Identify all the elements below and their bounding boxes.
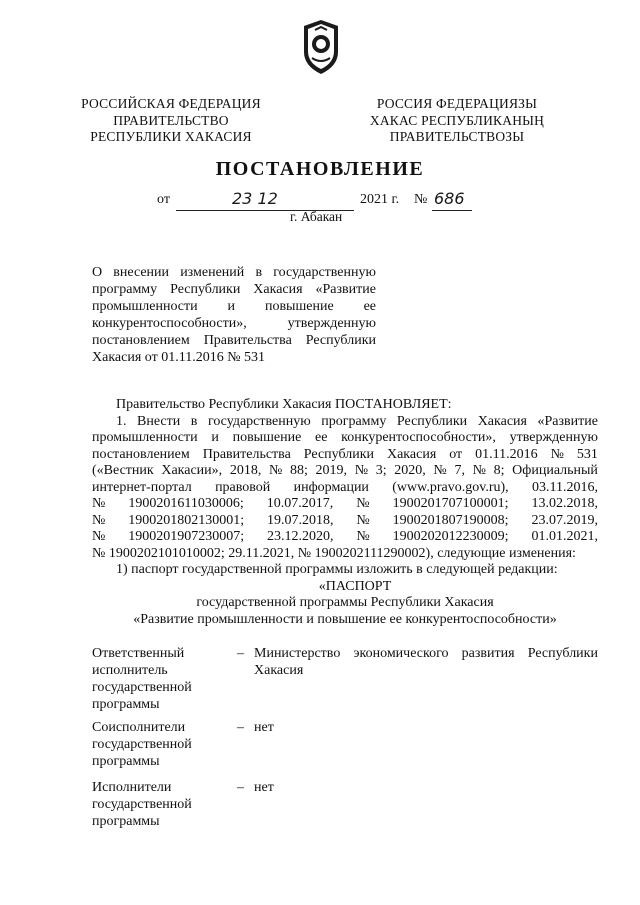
body-word: 1. xyxy=(116,413,127,429)
body-word: «Развитие xyxy=(537,413,598,429)
body-line xyxy=(92,529,598,546)
row-label-line: программы xyxy=(92,814,160,829)
value-word: Министерство xyxy=(254,646,341,661)
opening-line: Правительство Республики Хакасия ПОСТАНОВЛЯЕТ: xyxy=(116,397,452,412)
subject-block xyxy=(92,264,376,366)
body-word: от xyxy=(449,446,463,462)
value-word: экономического xyxy=(353,646,449,661)
point1-first-line xyxy=(92,414,598,431)
subject-word: изменений xyxy=(180,265,245,280)
body-word: Республики xyxy=(303,446,375,462)
body-word: 23.12.2020, xyxy=(267,529,334,544)
body-word: № xyxy=(356,512,370,528)
header-left-line: РОССИЙСКАЯ ФЕДЕРАЦИЯ xyxy=(81,96,261,111)
body-word: 531 xyxy=(576,446,598,462)
body-word: 03.11.2016, xyxy=(531,479,598,495)
body-word: 23.07.2019, xyxy=(531,512,598,528)
passport-subheading: государственной программы Республики Хакасия xyxy=(196,595,494,610)
subject-word: конкурентоспособности», xyxy=(92,316,247,331)
body-word: программу xyxy=(321,413,387,429)
value-word: Республики xyxy=(527,646,598,661)
body-word: (www.pravo.gov.ru), xyxy=(392,479,509,495)
header-right-line: ХАКАС РЕСПУБЛИКАНЫҢ xyxy=(369,112,545,128)
number-underline xyxy=(432,210,472,211)
row-value xyxy=(254,779,598,796)
row-label xyxy=(92,645,222,713)
subject-word: утвержденную xyxy=(287,316,376,331)
handwritten-number: 686 xyxy=(434,189,465,208)
header-khakas xyxy=(357,96,557,146)
body-word: Хакасия xyxy=(477,413,527,429)
body-word: Правительства xyxy=(202,446,291,462)
passport-heading: «ПАСПОРТ xyxy=(318,578,392,594)
body-word: 2019, xyxy=(315,463,348,478)
date-year: 2021 г. xyxy=(360,192,400,207)
body-word: 8; xyxy=(493,463,505,478)
body-word: 1900201802130001; xyxy=(128,512,245,528)
subject-word: ее xyxy=(363,299,376,314)
body-word: № xyxy=(550,446,564,462)
subject-line-last: Хакасия от 01.11.2016 № 531 xyxy=(92,350,266,365)
subject-line xyxy=(92,315,376,332)
row-label-line: государственной xyxy=(92,680,192,695)
row-label-line: программы xyxy=(92,697,160,712)
body-word: № xyxy=(472,463,486,478)
subject-line xyxy=(92,281,376,298)
body-word: в xyxy=(190,413,198,429)
body-word: № xyxy=(354,463,369,478)
subject-word: Республики xyxy=(305,333,376,348)
body-word: 7, xyxy=(454,463,465,478)
body-word: повышение xyxy=(232,430,302,445)
subject-line xyxy=(92,332,376,349)
header-right-line: РОССИЯ ФЕДЕРАЦИЯЗЫ xyxy=(376,96,538,111)
header-left-line: ПРАВИТЕЛЬСТВО xyxy=(113,112,229,128)
row-label-line: государственной xyxy=(92,797,192,812)
subject-word: Республики xyxy=(170,282,241,297)
body-word: № xyxy=(356,496,370,511)
body-word: («Вестник xyxy=(92,463,154,478)
row-dash: – xyxy=(237,720,244,735)
row-value-last: Хакасия xyxy=(254,663,304,678)
body-word: 2020, xyxy=(394,463,426,478)
date-from-label: от xyxy=(157,192,170,207)
body-word: № xyxy=(92,529,106,544)
row-label xyxy=(92,779,222,830)
body-word: 1900201611030006; xyxy=(128,496,244,511)
row-label-line: Ответственный xyxy=(92,646,185,661)
body-word: постановлением xyxy=(92,446,190,462)
subject-line xyxy=(92,264,376,281)
body-line xyxy=(92,463,598,480)
body-line xyxy=(92,480,598,497)
body-word: Хакасии», xyxy=(161,463,223,478)
value-word: развития xyxy=(461,646,515,661)
row-value xyxy=(254,719,598,736)
passport-row-executors xyxy=(92,779,598,833)
body-word: 01.01.2021, xyxy=(531,529,598,544)
body-word: 2018, xyxy=(229,463,262,478)
body-word: и xyxy=(211,430,219,445)
body-word: 3; xyxy=(375,463,387,478)
passport-row-responsible xyxy=(92,645,598,717)
subject-line xyxy=(92,298,376,315)
row-dash: – xyxy=(237,780,244,795)
body-word: интернет-портал xyxy=(92,479,192,495)
row-label-line: программы xyxy=(92,754,160,769)
body-word: № xyxy=(356,529,370,544)
body-word: 13.02.2018, xyxy=(531,496,598,511)
body-word: 88; xyxy=(290,463,308,478)
body-line xyxy=(92,447,598,464)
row-label xyxy=(92,719,222,770)
body-word: правовой xyxy=(215,479,271,495)
row-label-line: государственной xyxy=(92,737,192,752)
body-word: информации xyxy=(293,479,369,495)
body-line xyxy=(92,430,598,447)
row-label-line: Соисполнители xyxy=(92,720,186,735)
subject-word: промышленности xyxy=(92,299,198,314)
header-right-line: ПРАВИТЕЛЬСТВОЗЫ xyxy=(389,129,525,144)
body-word: Официальный xyxy=(512,463,598,478)
body-word: ее xyxy=(315,430,328,445)
body-line xyxy=(92,496,598,513)
body-word: государственную xyxy=(207,413,311,429)
body-word: № xyxy=(433,463,447,478)
row-value-last: нет xyxy=(254,780,274,795)
body-word: конкурентоспособности», xyxy=(341,430,496,445)
subject-word: «Развитие xyxy=(315,282,376,297)
body-word: № xyxy=(268,463,283,478)
body-word: Республики xyxy=(396,413,468,429)
subject-word: О xyxy=(92,265,103,280)
body-word: № xyxy=(92,496,106,511)
subject-word: внесении xyxy=(113,265,170,280)
header-russian xyxy=(70,96,272,146)
row-value-line xyxy=(254,645,598,662)
subject-word: и xyxy=(227,299,236,314)
body-word: № xyxy=(92,512,106,528)
row-dash: – xyxy=(237,646,244,661)
number-label: № xyxy=(414,192,428,207)
document-title: ПОСТАНОВЛЕНИЕ xyxy=(215,158,425,180)
body-word: 01.11.2016 xyxy=(475,446,538,462)
body-word: Хакасия xyxy=(386,446,437,462)
body-word: 1900201807190008; xyxy=(392,512,509,528)
body-word: промышленности xyxy=(92,430,198,445)
body-word: 19.07.2018, xyxy=(267,512,334,528)
body-word: 1900202012230009; xyxy=(392,529,509,544)
city: г. Абакан xyxy=(290,209,343,224)
subject-word: Правительства xyxy=(203,333,292,348)
body-word: 1900201707100001; xyxy=(392,496,509,511)
passport-row-coexecutors xyxy=(92,719,598,773)
subject-word: программу xyxy=(92,282,158,297)
subject-word: повышение xyxy=(264,299,334,314)
header-left-line: РЕСПУБЛИКИ ХАКАСИЯ xyxy=(90,129,252,144)
subject-word: государственную xyxy=(273,265,376,280)
subject-word: Хакасия xyxy=(253,282,303,297)
body-word: 1900201907230007; xyxy=(128,529,245,544)
body-word: Внести xyxy=(137,413,181,429)
subject-word: в xyxy=(255,265,263,280)
row-label-line: исполнитель xyxy=(92,663,168,678)
passport-program-name: «Развитие промышленности и повышение ее конкурентоспособности» xyxy=(133,611,557,627)
row-value-last: нет xyxy=(254,720,274,735)
subject-word: постановлением xyxy=(92,333,190,348)
body-word: утвержденную xyxy=(509,430,598,445)
handwritten-date: 23 12 xyxy=(232,189,278,208)
row-value xyxy=(254,645,598,679)
body-line xyxy=(92,513,598,530)
republic-emblem-icon xyxy=(300,18,342,76)
row-label-line: Исполнители xyxy=(92,780,172,795)
body-text xyxy=(92,397,598,628)
body-line-last: № 1900202101010002; 29.11.2021, № 1900202111290002), следующие изменения: xyxy=(92,545,576,561)
subpoint-1: 1) паспорт государственной программы изложить в следующей редакции: xyxy=(116,562,558,577)
body-word: 10.07.2017, xyxy=(266,496,334,511)
